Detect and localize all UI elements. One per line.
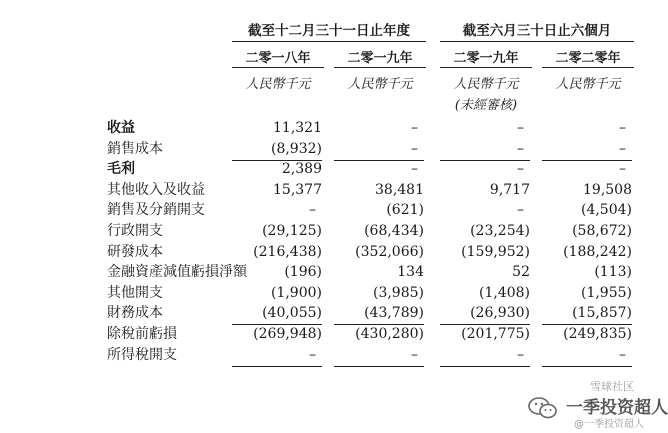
row-value-col4: – bbox=[619, 120, 626, 136]
row-value-col3: 9,717 bbox=[489, 182, 530, 198]
row-value-col1: (196) bbox=[284, 264, 322, 280]
row-value-col1: 2,389 bbox=[281, 161, 322, 177]
watermark-brand-text: 一季投资超人 bbox=[566, 398, 668, 418]
row-label: 其他開支 bbox=[107, 285, 163, 301]
row-value-col4: (249,835) bbox=[563, 326, 632, 342]
row-value-col3: – bbox=[517, 202, 524, 218]
row-value-col2: – bbox=[411, 120, 418, 136]
row-label: 除稅前虧損 bbox=[107, 326, 177, 342]
unaudited-note: (未經審核) bbox=[454, 98, 518, 113]
year-header-col2: 二零一九年 bbox=[347, 51, 413, 66]
subtotal-underline bbox=[440, 366, 530, 367]
row-value-col4: (4,504) bbox=[580, 202, 632, 218]
row-value-col4: – bbox=[619, 161, 626, 177]
row-value-col3: (201,775) bbox=[461, 326, 530, 342]
year-underline-col2 bbox=[334, 67, 426, 68]
wechat-icon bbox=[528, 396, 558, 420]
period-header-interim: 截至六月三十日止六個月 bbox=[462, 23, 612, 39]
row-value-col3: – bbox=[517, 120, 524, 136]
row-label: 金融資產減值虧損淨額 bbox=[107, 264, 247, 280]
row-label: 收益 bbox=[107, 120, 135, 136]
row-value-col2: 38,481 bbox=[375, 182, 424, 198]
row-label: 行政開支 bbox=[107, 223, 163, 239]
row-value-col2: (430,280) bbox=[355, 326, 424, 342]
row-value-col1: (269,948) bbox=[253, 326, 322, 342]
row-value-col1: (216,438) bbox=[253, 244, 322, 260]
subtotal-underline bbox=[232, 366, 322, 367]
row-label: 研發成本 bbox=[107, 244, 163, 260]
unit-header-col4: 人民幣千元 bbox=[555, 77, 621, 92]
row-value-col3: – bbox=[517, 161, 524, 177]
unit-header-col3: 人民幣千元 bbox=[453, 77, 519, 92]
row-value-col4: (1,955) bbox=[580, 285, 632, 301]
watermark-corner-text: 雪球社区 bbox=[590, 380, 634, 393]
row-value-col2: (621) bbox=[386, 202, 424, 218]
row-value-col1: (29,125) bbox=[262, 223, 322, 239]
row-value-col3: (26,930) bbox=[470, 305, 530, 321]
row-value-col4: (58,672) bbox=[572, 223, 632, 239]
row-value-col2: (3,985) bbox=[372, 285, 424, 301]
row-value-col1: 15,377 bbox=[273, 182, 322, 198]
period-underline-annual bbox=[232, 41, 426, 42]
row-value-col2: (352,066) bbox=[355, 244, 424, 260]
row-value-col4: – bbox=[619, 347, 626, 363]
row-value-col4: 19,508 bbox=[583, 182, 632, 198]
unit-header-col1: 人民幣千元 bbox=[245, 77, 311, 92]
row-value-col3: (1,408) bbox=[478, 285, 530, 301]
row-value-col1: 11,321 bbox=[273, 120, 322, 136]
unit-header-col2: 人民幣千元 bbox=[347, 77, 413, 92]
row-value-col1: – bbox=[309, 347, 316, 363]
year-underline-col3 bbox=[440, 67, 532, 68]
row-value-col3: – bbox=[517, 141, 524, 157]
row-label: 財務成本 bbox=[107, 305, 163, 321]
row-value-col1: (40,055) bbox=[262, 305, 322, 321]
row-value-col3: (23,254) bbox=[470, 223, 530, 239]
row-value-col2: 134 bbox=[397, 264, 424, 280]
year-header-col1: 二零一八年 bbox=[245, 51, 311, 66]
row-value-col4: (113) bbox=[594, 264, 632, 280]
subtotal-underline bbox=[542, 366, 632, 367]
watermark-sub-text: @一季投资超人 bbox=[574, 419, 644, 430]
row-label: 其他收入及收益 bbox=[107, 182, 205, 198]
year-underline-col1 bbox=[232, 67, 324, 68]
row-value-col2: – bbox=[411, 141, 418, 157]
year-header-col3: 二零一九年 bbox=[453, 51, 519, 66]
year-header-col4: 二零二零年 bbox=[555, 51, 621, 66]
period-header-annual: 截至十二月三十一日止年度 bbox=[248, 23, 410, 39]
row-label: 銷售成本 bbox=[107, 141, 163, 157]
subtotal-underline bbox=[334, 366, 424, 367]
row-value-col3: – bbox=[517, 347, 524, 363]
row-value-col1: (1,900) bbox=[270, 285, 322, 301]
row-value-col2: – bbox=[411, 161, 418, 177]
row-value-col4: (15,857) bbox=[572, 305, 632, 321]
year-underline-col4 bbox=[542, 67, 634, 68]
row-value-col2: (43,789) bbox=[364, 305, 424, 321]
row-value-col1: – bbox=[309, 202, 316, 218]
row-value-col1: (8,932) bbox=[270, 141, 322, 157]
period-underline-interim bbox=[440, 41, 634, 42]
row-label: 銷售及分銷開支 bbox=[107, 202, 205, 218]
row-value-col4: – bbox=[619, 141, 626, 157]
row-label: 所得稅開支 bbox=[107, 347, 177, 363]
row-value-col2: – bbox=[411, 347, 418, 363]
row-value-col3: 52 bbox=[512, 264, 530, 280]
row-value-col3: (159,952) bbox=[461, 244, 530, 260]
row-value-col2: (68,434) bbox=[364, 223, 424, 239]
row-label: 毛利 bbox=[107, 161, 135, 177]
row-value-col4: (188,242) bbox=[563, 244, 632, 260]
